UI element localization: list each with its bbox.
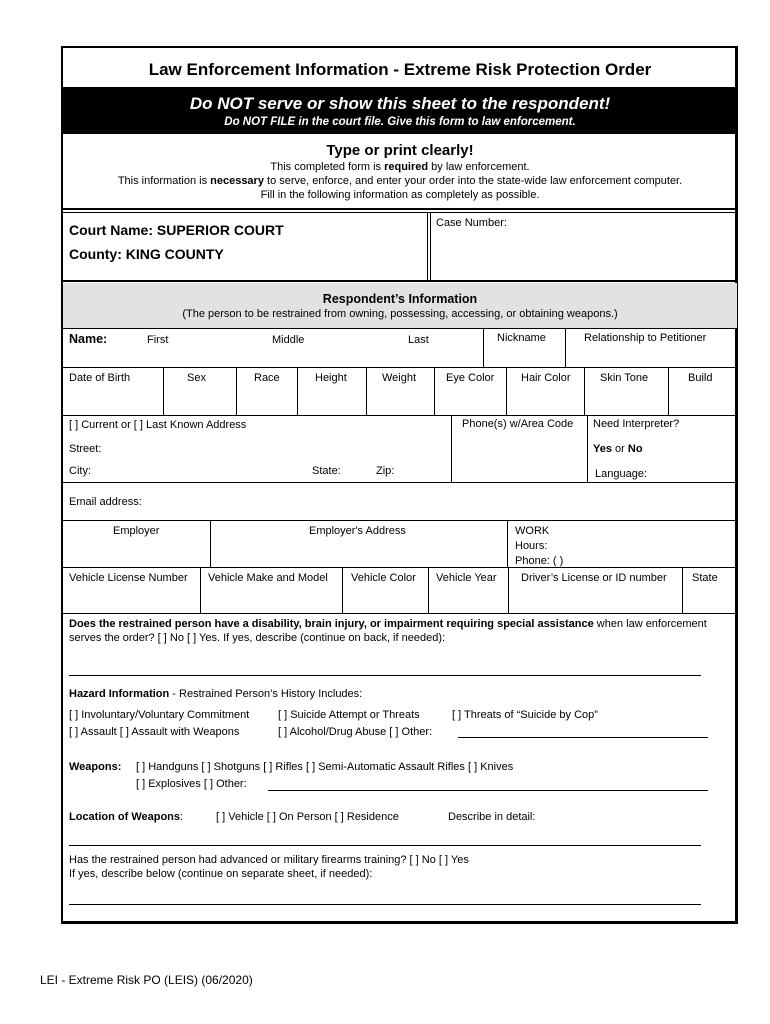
state-label: State: [312, 465, 341, 477]
divider [506, 367, 507, 415]
vehicle-color-label: Vehicle Color [351, 572, 416, 584]
divider [587, 415, 588, 482]
weapons-other-line[interactable] [268, 790, 708, 791]
training-answer-line[interactable] [69, 904, 701, 905]
divider [430, 212, 431, 280]
divider [63, 212, 737, 213]
divider [63, 567, 737, 568]
last-name-label: Last [408, 334, 429, 346]
divider [508, 567, 509, 613]
case-number-label: Case Number: [436, 217, 507, 229]
race-label: Race [254, 372, 280, 384]
drivers-license-label: Driver’s License or ID number [521, 572, 667, 584]
respondent-subheading: (The person to be restrained from owning, possessing, accessing, or obtaining weapons.) [182, 308, 618, 320]
hazard-assault[interactable]: [ ] Assault [ ] Assault with Weapons [69, 726, 240, 738]
divider [63, 208, 737, 210]
location-options[interactable]: [ ] Vehicle [ ] On Person [ ] Residence [216, 811, 399, 823]
vehicle-make-label: Vehicle Make and Model [208, 572, 328, 584]
hazard-heading: Hazard Information - Restrained Person’s History Includes: [69, 688, 363, 700]
dob-label: Date of Birth [69, 372, 131, 384]
training-instructions: If yes, describe below (continue on separate sheet, if needed): [69, 868, 373, 880]
divider [507, 520, 508, 567]
instructions-line3: Fill in the following information as completely as possible. [260, 189, 540, 201]
court-name: Court Name: SUPERIOR COURT [69, 222, 284, 238]
work-hours-label: Hours: [515, 540, 548, 552]
divider [236, 367, 237, 415]
form-id: LEI - Extreme Risk PO (LEIS) (06/2020) [40, 973, 253, 987]
location-describe-label: Describe in detail: [448, 811, 536, 823]
divider [668, 367, 669, 415]
employer-address-label: Employer's Address [309, 525, 406, 537]
vehicle-year-label: Vehicle Year [436, 572, 497, 584]
hair-color-label: Hair Color [521, 372, 571, 384]
dl-state-label: State [692, 572, 718, 584]
name-label: Name: [69, 332, 108, 346]
training-question[interactable]: Has the restrained person had advanced or military firearms training? [ ] No [ ] Yes [69, 854, 469, 866]
zip-label: Zip: [376, 465, 395, 477]
divider [483, 328, 484, 367]
disability-answer-line[interactable] [69, 675, 701, 676]
instructions-heading: Type or print clearly! [326, 142, 474, 159]
divider [63, 415, 737, 416]
email-label: Email address: [69, 496, 142, 508]
location-label: Location of Weapons: [69, 811, 184, 823]
hazard-suicide-by-cop[interactable]: [ ] Threats of “Suicide by Cop” [452, 709, 598, 721]
weapons-row2[interactable]: [ ] Explosives [ ] Other: [136, 778, 247, 790]
divider [63, 613, 737, 614]
divider [428, 567, 429, 613]
weight-label: Weight [382, 372, 417, 384]
divider [451, 415, 452, 482]
disability-options[interactable]: serves the order? [ ] No [ ] Yes. If yes, describe (continue on back, if needed): [69, 632, 446, 644]
warning-banner [63, 87, 737, 134]
nickname-label: Nickname [497, 332, 546, 344]
divider [565, 328, 566, 367]
subwarning-text: Do NOT FILE in the court file. Give this form to law enforcement. [224, 116, 576, 128]
employer-label: Employer [113, 525, 160, 537]
address-type-label: [ ] Current or [ ] Last Known Address [69, 419, 247, 431]
hazard-commitment[interactable]: [ ] Involuntary/Voluntary Commitment [69, 709, 250, 721]
divider [297, 367, 298, 415]
warning-text: Do NOT serve or show this sheet to the respondent! [189, 94, 611, 113]
eye-color-label: Eye Color [446, 372, 495, 384]
form-title: Law Enforcement Information - Extreme Risk Protection Order [148, 60, 652, 79]
divider [342, 567, 343, 613]
divider [63, 367, 737, 368]
respondent-heading: Respondent’s Information [322, 292, 478, 306]
hazard-other-line[interactable] [458, 737, 708, 738]
divider [63, 520, 737, 521]
divider [682, 567, 683, 613]
divider [63, 328, 737, 329]
divider [63, 280, 737, 282]
divider [434, 367, 435, 415]
sex-label: Sex [187, 372, 206, 384]
county: County: KING COUNTY [69, 246, 224, 262]
divider [427, 212, 428, 280]
relationship-label: Relationship to Petitioner [584, 332, 707, 344]
disability-question: Does the restrained person have a disability, brain injury, or impairment requiring special assistance when law enforcement [69, 618, 707, 630]
divider [210, 520, 211, 567]
height-label: Height [315, 372, 347, 384]
street-label: Street: [69, 443, 102, 455]
build-label: Build [688, 372, 713, 384]
city-label: City: [69, 465, 91, 477]
hazard-alcohol-other[interactable]: [ ] Alcohol/Drug Abuse [ ] Other: [278, 726, 433, 738]
hazard-suicide-attempt[interactable]: [ ] Suicide Attempt or Threats [278, 709, 420, 721]
interpreter-label: Need Interpreter? [593, 418, 680, 430]
work-phone-label: Phone: ( ) [515, 555, 564, 567]
phone-label: Phone(s) w/Area Code [462, 418, 574, 430]
location-detail-line[interactable] [69, 845, 701, 846]
divider [366, 367, 367, 415]
weapons-row1[interactable]: [ ] Handguns [ ] Shotguns [ ] Rifles [ ] Semi-Automatic Assault Rifles [ ] Knives [136, 761, 514, 773]
work-label: WORK [515, 525, 550, 537]
skin-tone-label: Skin Tone [600, 372, 649, 384]
divider [200, 567, 201, 613]
first-name-label: First [147, 334, 169, 346]
weapons-label: Weapons: [69, 761, 122, 773]
middle-name-label: Middle [272, 334, 305, 346]
divider [63, 482, 737, 483]
vehicle-license-label: Vehicle License Number [69, 572, 188, 584]
interpreter-options[interactable]: Yes or No [593, 443, 643, 455]
divider [163, 367, 164, 415]
language-label: Language: [595, 468, 647, 480]
instructions-line1: This completed form is required by law enforcement. [270, 161, 530, 173]
instructions-line2: This information is necessary to serve, enforce, and enter your order into the state-wide law enforcement computer. [117, 175, 683, 187]
divider [584, 367, 585, 415]
